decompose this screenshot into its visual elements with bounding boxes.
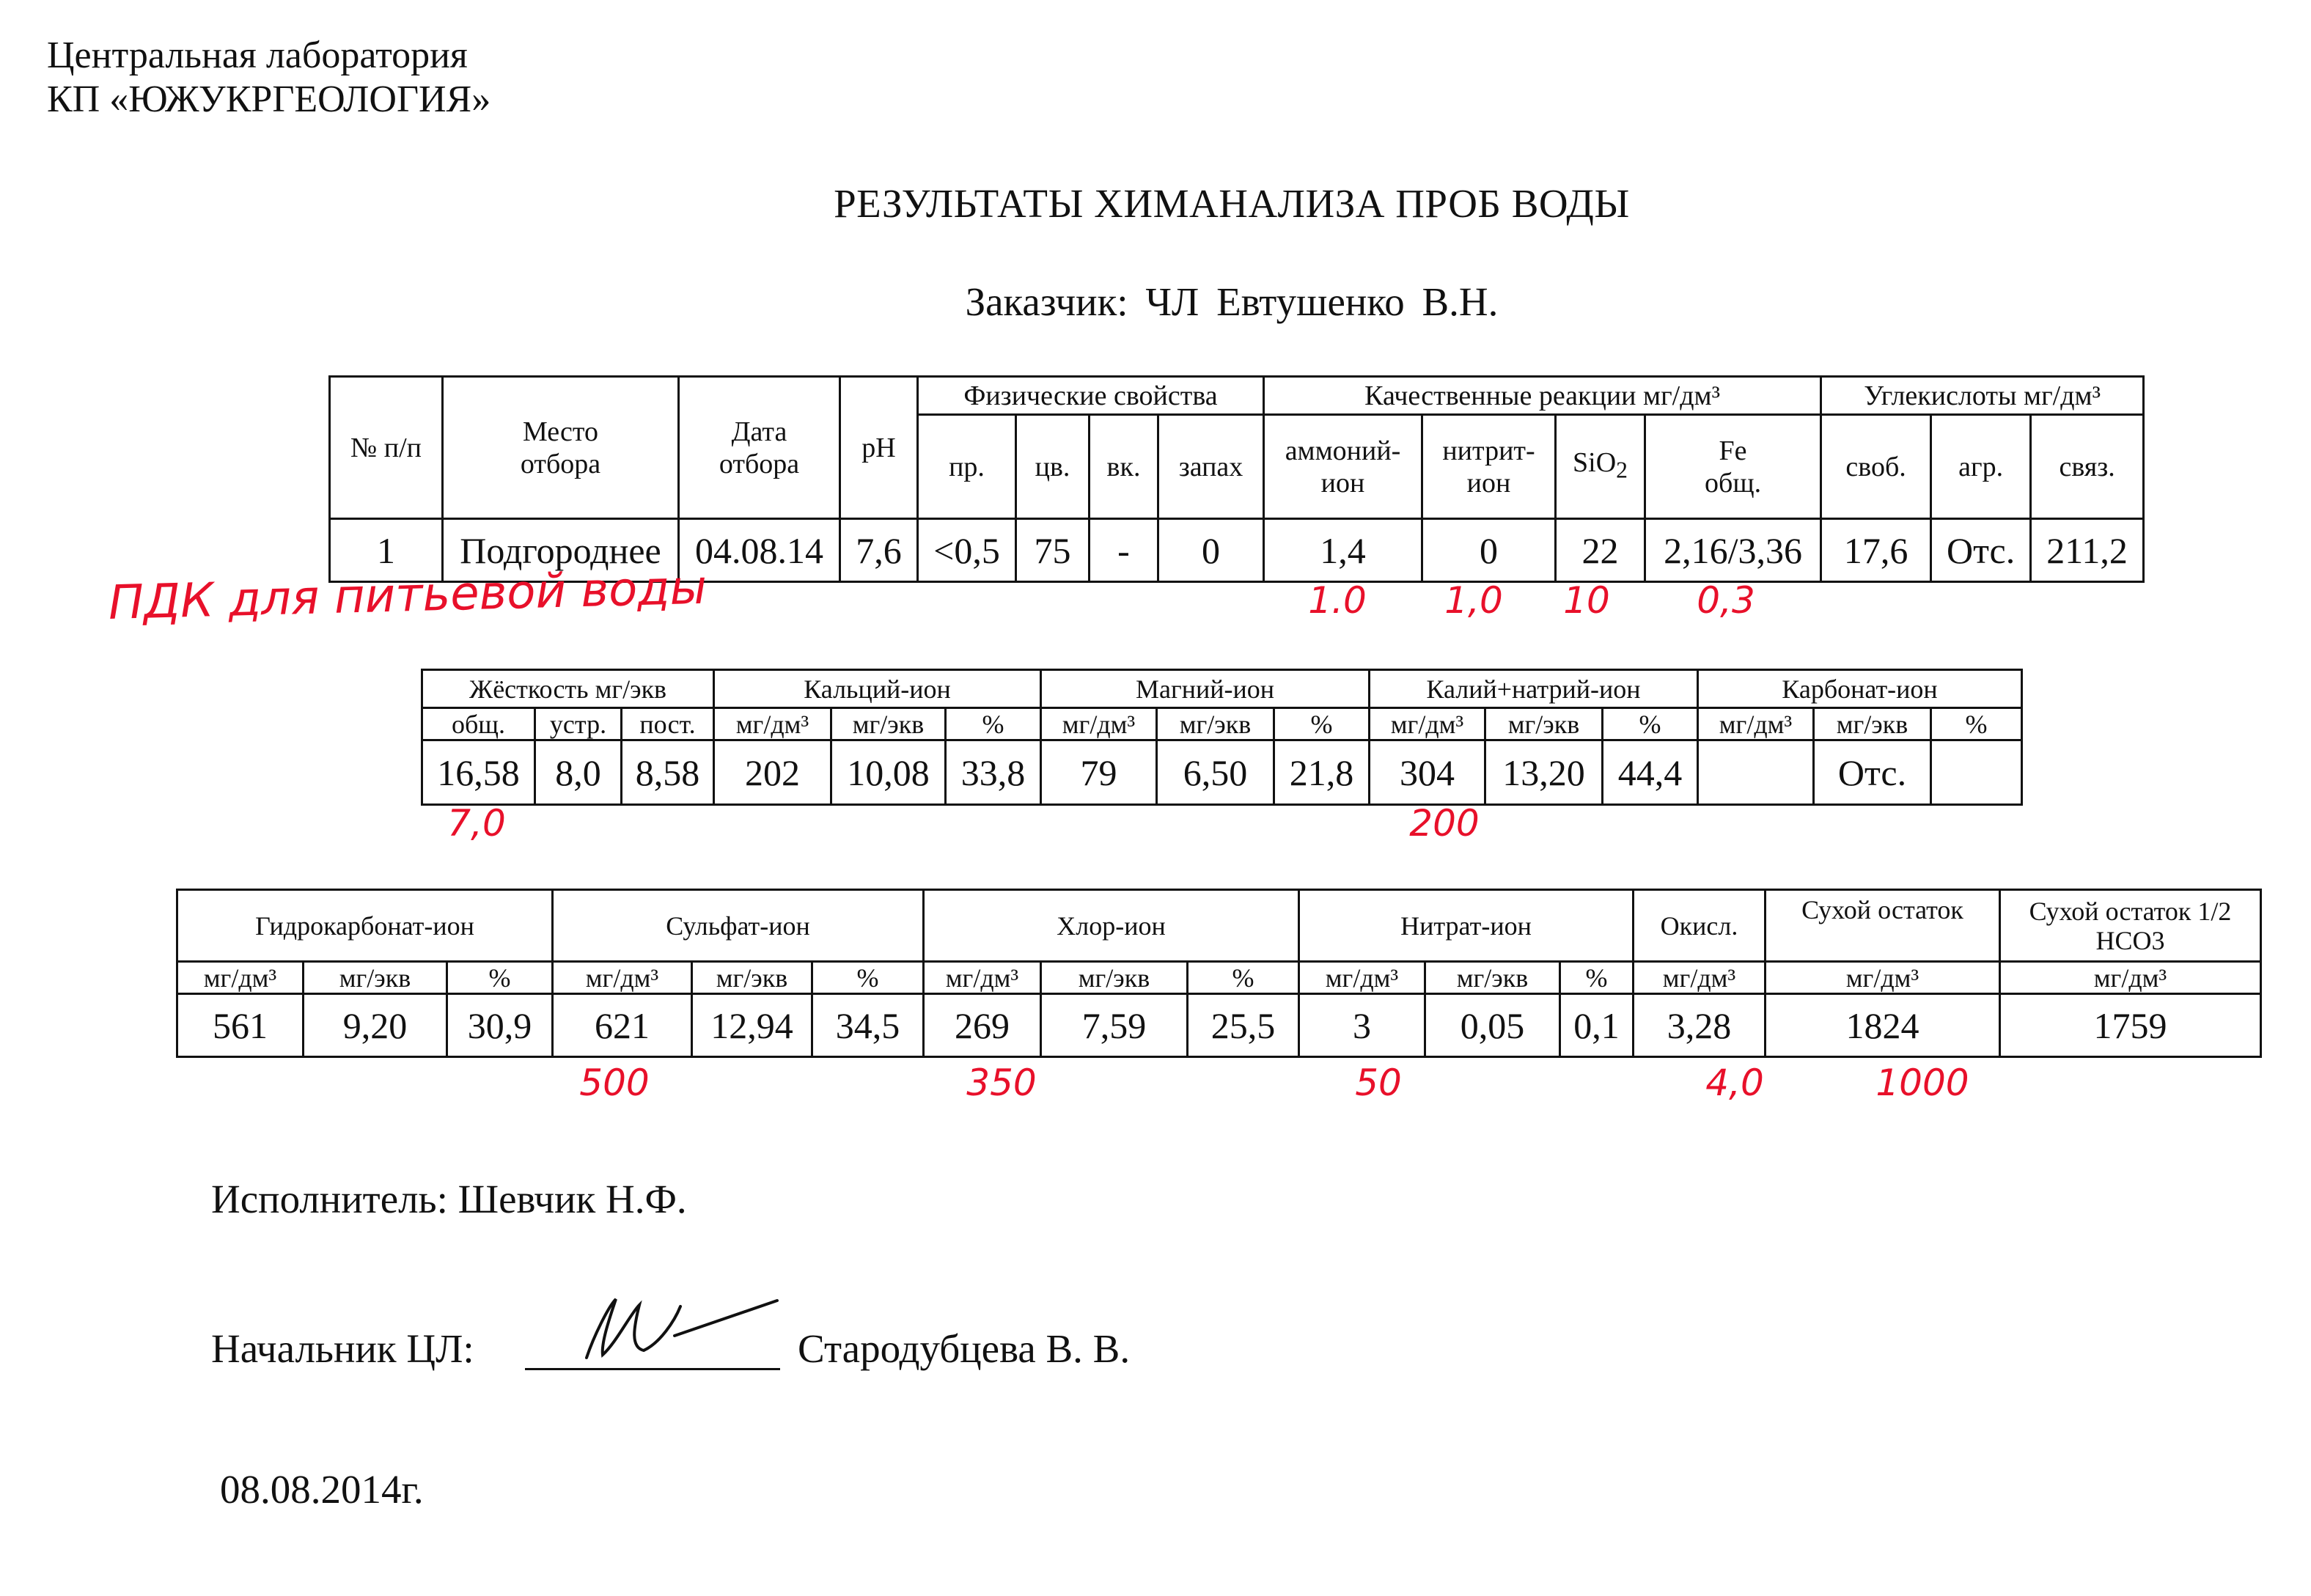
calcium-mgdm3-header: мг/дм³	[714, 708, 831, 740]
cell-color: 75	[1016, 519, 1090, 582]
cell-magnesium-ekv: 6,50	[1157, 740, 1274, 805]
cell-hardness-total: 16,58	[422, 740, 535, 805]
magnesium-mgekv-header: мг/экв	[1157, 708, 1274, 740]
cell-ammonium: 1,4	[1264, 519, 1422, 582]
table-row	[177, 994, 2261, 1057]
cell-sulfate-pct: 34,5	[812, 994, 924, 1057]
free-co2-header: своб.	[1821, 415, 1931, 519]
sulfate-mgdm3-header: мг/дм³	[553, 962, 692, 994]
mpc-sio2: 10	[1563, 579, 1610, 622]
cell-chloride-mg: 269	[924, 994, 1041, 1057]
chloride-mgdm3-header: мг/дм³	[924, 962, 1041, 994]
chloride-mgekv-header: мг/экв	[1041, 962, 1188, 994]
col-place-header: Место отбора	[443, 377, 679, 519]
bicarbonate-mgekv-header: мг/экв	[304, 962, 447, 994]
chloride-group-header: Хлор-ион	[924, 890, 1299, 962]
chief-name: Стародубцева В. В.	[798, 1326, 1131, 1371]
lab-name	[47, 34, 491, 122]
cell-fe: 2,16/3,36	[1645, 519, 1821, 582]
qualitative-group-header: Качественные реакции мг/дм³	[1264, 377, 1821, 415]
cell-kna-ekv: 13,20	[1485, 740, 1603, 805]
color-header: цв.	[1016, 415, 1090, 519]
taste-header: вк.	[1090, 415, 1158, 519]
kna-group-header: Калий+натрий-ион	[1370, 670, 1698, 708]
mpc-fe: 0,3	[1697, 579, 1755, 622]
ammonium-header: аммоний-ион	[1264, 415, 1422, 519]
cell-chloride-ekv: 7,59	[1041, 994, 1188, 1057]
carbonate-mgdm3-header: мг/дм³	[1698, 708, 1814, 740]
cell-sio2: 22	[1556, 519, 1645, 582]
sulfate-group-header: Сульфат-ион	[553, 890, 924, 962]
dry-residue-mgdm3-header: мг/дм³	[1766, 962, 2000, 994]
sulfate-mgekv-header: мг/экв	[692, 962, 812, 994]
cell-dry-residue-half: 1759	[2000, 994, 2261, 1057]
cell-pr: <0,5	[918, 519, 1016, 582]
col-date-header: Дата отбора	[679, 377, 840, 519]
carbonate-pct-header: %	[1931, 708, 2022, 740]
bicarbonate-pct-header: %	[447, 962, 553, 994]
cell-chloride-pct: 25,5	[1188, 994, 1299, 1057]
cell-place: Подгороднее	[443, 519, 679, 582]
document-date: 08.08.2014г.	[220, 1467, 424, 1512]
hardness-removable-header: устр.	[535, 708, 622, 740]
magnesium-group-header: Магний-ион	[1041, 670, 1370, 708]
cell-smell: 0	[1158, 519, 1264, 582]
mpc-sulfate: 500	[579, 1062, 650, 1104]
anions-table	[176, 889, 2262, 1058]
cell-oxidability: 3,28	[1634, 994, 1766, 1057]
aggr-co2-header: агр.	[1931, 415, 2031, 519]
org-line-2: КП «ЮЖУКРГЕОЛОГИЯ»	[47, 78, 491, 120]
dry-residue-half-mgdm3-header: мг/дм³	[2000, 962, 2261, 994]
calcium-group-header: Кальций-ион	[714, 670, 1041, 708]
dry-residue-header: Сухой остаток	[1766, 890, 2000, 962]
sio2-header	[1556, 415, 1645, 519]
cell-calcium-pct: 33,8	[946, 740, 1041, 805]
cell-bound-co2: 211,2	[2031, 519, 2144, 582]
cell-date: 04.08.14	[679, 519, 840, 582]
nitrate-mgdm3-header: мг/дм³	[1299, 962, 1425, 994]
cell-bicarbonate-mg: 561	[177, 994, 304, 1057]
document-title: РЕЗУЛЬТАТЫ ХИМАНАЛИЗА ПРОБ ВОДЫ	[834, 181, 1630, 226]
cell-sulfate-ekv: 12,94	[692, 994, 812, 1057]
cell-bicarbonate-ekv: 9,20	[304, 994, 447, 1057]
mpc-label: ПДК для питьевой воды	[108, 560, 708, 630]
fe-header: Fe общ.	[1645, 415, 1821, 519]
hardness-permanent-header: пост.	[622, 708, 714, 740]
bound-co2-header: связ.	[2031, 415, 2144, 519]
cell-calcium-mg: 202	[714, 740, 831, 805]
mpc-kna: 200	[1409, 802, 1480, 845]
cell-magnesium-mg: 79	[1041, 740, 1157, 805]
cell-magnesium-pct: 21,8	[1274, 740, 1370, 805]
chief-label: Начальник ЦЛ:	[211, 1326, 474, 1371]
carbonate-mgekv-header: мг/экв	[1814, 708, 1931, 740]
cell-carbonate-mg	[1698, 740, 1814, 805]
mpc-ammonium: 1.0	[1308, 579, 1367, 622]
mpc-hardness: 7,0	[447, 802, 506, 845]
mpc-nitrate: 50	[1355, 1062, 1402, 1104]
col-num-header: № п/п	[330, 377, 443, 519]
mpc-nitrite: 1,0	[1444, 579, 1503, 622]
nitrate-pct-header: %	[1560, 962, 1634, 994]
cell-nitrite: 0	[1422, 519, 1556, 582]
cell-nitrate-ekv: 0,05	[1425, 994, 1560, 1057]
physical-properties-table	[328, 375, 2145, 583]
cell-kna-mg: 304	[1370, 740, 1485, 805]
customer-line: Заказчик: ЧЛ Евтушенко В.Н.	[965, 279, 1499, 324]
calcium-mgekv-header: мг/экв	[831, 708, 946, 740]
magnesium-pct-header: %	[1274, 708, 1370, 740]
cell-hardness-permanent: 8,58	[622, 740, 714, 805]
cell-bicarbonate-pct: 30,9	[447, 994, 553, 1057]
cell-ph: 7,6	[840, 519, 918, 582]
cell-taste: -	[1090, 519, 1158, 582]
oxidability-header: Окисл.	[1634, 890, 1766, 962]
signature-icon	[557, 1284, 792, 1372]
kna-mgdm3-header: мг/дм³	[1370, 708, 1485, 740]
cell-carbonate-pct	[1931, 740, 2022, 805]
physical-group-header: Физические свойства	[918, 377, 1264, 415]
org-line-1: Центральная лаборатория	[47, 34, 468, 76]
nitrate-mgekv-header: мг/экв	[1425, 962, 1560, 994]
cell-nitrate-pct: 0,1	[1560, 994, 1634, 1057]
col-ph-header: pH	[840, 377, 918, 519]
cell-hardness-removable: 8,0	[535, 740, 622, 805]
dry-residue-half-header: Сухой остаток 1/2 HCO3	[2000, 890, 2261, 962]
nitrate-group-header: Нитрат-ион	[1299, 890, 1634, 962]
cell-nitrate-mg: 3	[1299, 994, 1425, 1057]
bicarbonate-group-header: Гидрокарбонат-ион	[177, 890, 553, 962]
hardness-cations-table	[421, 669, 2023, 806]
nitrite-header: нитрит-ион	[1422, 415, 1556, 519]
table-row	[422, 740, 2022, 805]
hardness-group-header: Жёсткость мг/экв	[422, 670, 714, 708]
oxidability-mgdm3-header: мг/дм³	[1634, 962, 1766, 994]
kna-pct-header: %	[1603, 708, 1698, 740]
pr-header: пр.	[918, 415, 1016, 519]
cell-kna-pct: 44,4	[1603, 740, 1698, 805]
mpc-dry-residue: 1000	[1875, 1062, 1969, 1104]
cell-num: 1	[330, 519, 443, 582]
kna-mgekv-header: мг/экв	[1485, 708, 1603, 740]
smell-header: запах	[1158, 415, 1264, 519]
cell-carbonate-ekv: Отс.	[1814, 740, 1931, 805]
cell-sulfate-mg: 621	[553, 994, 692, 1057]
cell-calcium-ekv: 10,08	[831, 740, 946, 805]
sulfate-pct-header: %	[812, 962, 924, 994]
cell-dry-residue: 1824	[1766, 994, 2000, 1057]
hardness-total-header: общ.	[422, 708, 535, 740]
executor-line: Исполнитель: Шевчик Н.Ф.	[211, 1177, 687, 1221]
chloride-pct-header: %	[1188, 962, 1299, 994]
mpc-oxidability: 4,0	[1705, 1062, 1764, 1104]
magnesium-mgdm3-header: мг/дм³	[1041, 708, 1157, 740]
calcium-pct-header: %	[946, 708, 1041, 740]
cell-free-co2: 17,6	[1821, 519, 1931, 582]
carbonate-group-header: Карбонат-ион	[1698, 670, 2022, 708]
cell-aggr-co2: Отс.	[1931, 519, 2031, 582]
sio2-subscript: 2	[1616, 457, 1628, 483]
bicarbonate-mgdm3-header: мг/дм³	[177, 962, 304, 994]
mpc-chloride: 350	[966, 1062, 1037, 1104]
sio2-label: SiO	[1573, 447, 1617, 479]
carbonic-group-header: Углекислоты мг/дм³	[1821, 377, 2144, 415]
